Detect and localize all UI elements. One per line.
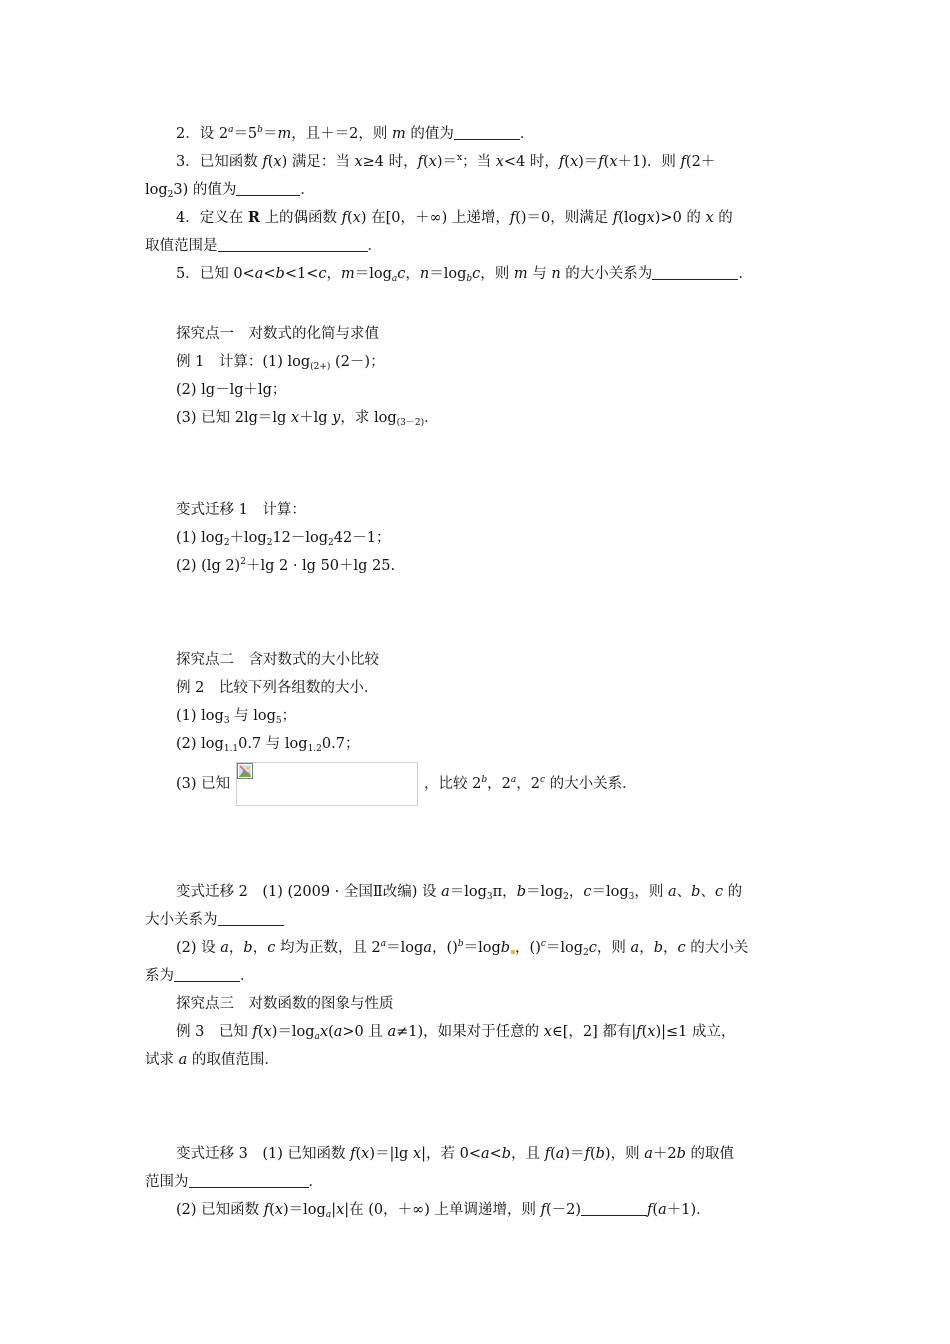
question-4-line-1: 4．定义在 R 上的偶函数 f(x) 在[0，＋∞) 上递增，f()＝0，则满足 f(logx)>0 的 x 的 xyxy=(176,209,733,226)
answer-blank xyxy=(218,911,284,926)
answer-blank xyxy=(236,181,300,196)
example-1-part-2: (2) lg－lg＋lg； xyxy=(176,382,287,398)
variant-1-part-2: (2) (lg 2)$^2$＋lg 2 · lg 50＋lg 25. xyxy=(176,557,396,574)
variant-2-line-3: (2) 设 a，b，c 均为正数，且 $2^a=\log a$，()$^b$＝logb ，$()^c=\log_2c$，则 a，b，c 的大小关 xyxy=(176,939,749,958)
answer-blank xyxy=(454,125,520,140)
example-2-part-3-rest: ，比较 2$^b$，2$^a$，2$^c$ 的大小关系． xyxy=(424,775,637,792)
broken-image-icon xyxy=(237,763,253,779)
example-3-line-2: 试求 a 的取值范围． xyxy=(145,1052,279,1068)
question-3-line-1: 3．已知函数 f(x) 满足：当 x≥4 时，f(x)＝$^x$；当 x<4 时，f(x)＝f(x＋1)．则 f(2＋ xyxy=(176,153,716,170)
variant-1-part-1: (1) $\log_2+\log_212-\log_242-1$； xyxy=(176,530,391,548)
variant-2-line-4: 系为 ． xyxy=(145,968,255,984)
question-4-line-2: 取值范围是 ． xyxy=(145,238,382,254)
variant-2-line-2: 大小关系为 xyxy=(145,910,284,930)
variant-3-line-2: 范围为 ． xyxy=(145,1174,323,1190)
example-1-part-1: 例 1 计算：(1) $\log_{(2+)} (2-)$； xyxy=(176,354,385,372)
example-1-part-3: (3) 已知 2lg＝lg x＋lg y，求 $\log_{(3-2)}$． xyxy=(176,410,439,428)
example-2-part-2: (2) $\log_{1.1}0.7$ 与 $\log_{1.2}0.7$； xyxy=(176,736,360,754)
section-2-title: 探究点二 含对数式的大小比较 xyxy=(176,652,379,668)
question-2: 2．设 $2^a=5^b=m$，且＋＝2，则 m 的值为 ． xyxy=(176,125,535,142)
answer-blank xyxy=(189,1173,309,1188)
example-2-part-3-label: (3) 已知 xyxy=(176,776,231,792)
variant-3-line-1: 变式迁移 3 (1) 已知函数 f(x)＝|lg x|，若 0<a<b，且 f(a)＝f(b)，则 a＋2b 的取值 xyxy=(176,1146,734,1162)
example-2-part-1: (1) $\log_3$ 与 $\log_5$； xyxy=(176,708,297,726)
example-2-intro: 例 2 比较下列各组数的大小． xyxy=(176,680,379,696)
answer-blank xyxy=(174,967,240,982)
variant-1-title: 变式迁移 1 计算： xyxy=(176,502,306,518)
answer-blank xyxy=(652,265,738,280)
question-5: 5．已知 0<a<b<1<c，$m=\log_ac$，$n=\log_bc$，则 m 与 n 的大小关系为 ． xyxy=(176,266,753,284)
answer-blank xyxy=(581,1201,647,1216)
variant-2-line-1: 变式迁移 2 (1) (2009 · 全国Ⅱ改编) 设 $a=\log_3\pi$，$b=\log_2$，$c=\log_3$，则 a、b、c 的 xyxy=(176,884,743,902)
section-3-title: 探究点三 对数函数的图象与性质 xyxy=(176,996,394,1012)
missing-formula-image xyxy=(236,762,418,806)
question-3-line-2: $\log_23$) 的值为 ． xyxy=(145,182,315,200)
variant-3-line-3: (2) 已知函数 $f(x)=\log_a|x|$在 (0，＋∞) 上单调递增，则 f(－2) f(a＋1)． xyxy=(176,1202,711,1220)
example-3-line-1: 例 3 已知 $f(x)=\log_ax(a>0$ 且 a≠1)，如果对于任意的 x∈[，2] 都有|f(x)|≤1 成立， xyxy=(176,1024,736,1042)
answer-blank xyxy=(218,237,368,252)
section-1-title: 探究点一 对数式的化简与求值 xyxy=(176,326,379,342)
